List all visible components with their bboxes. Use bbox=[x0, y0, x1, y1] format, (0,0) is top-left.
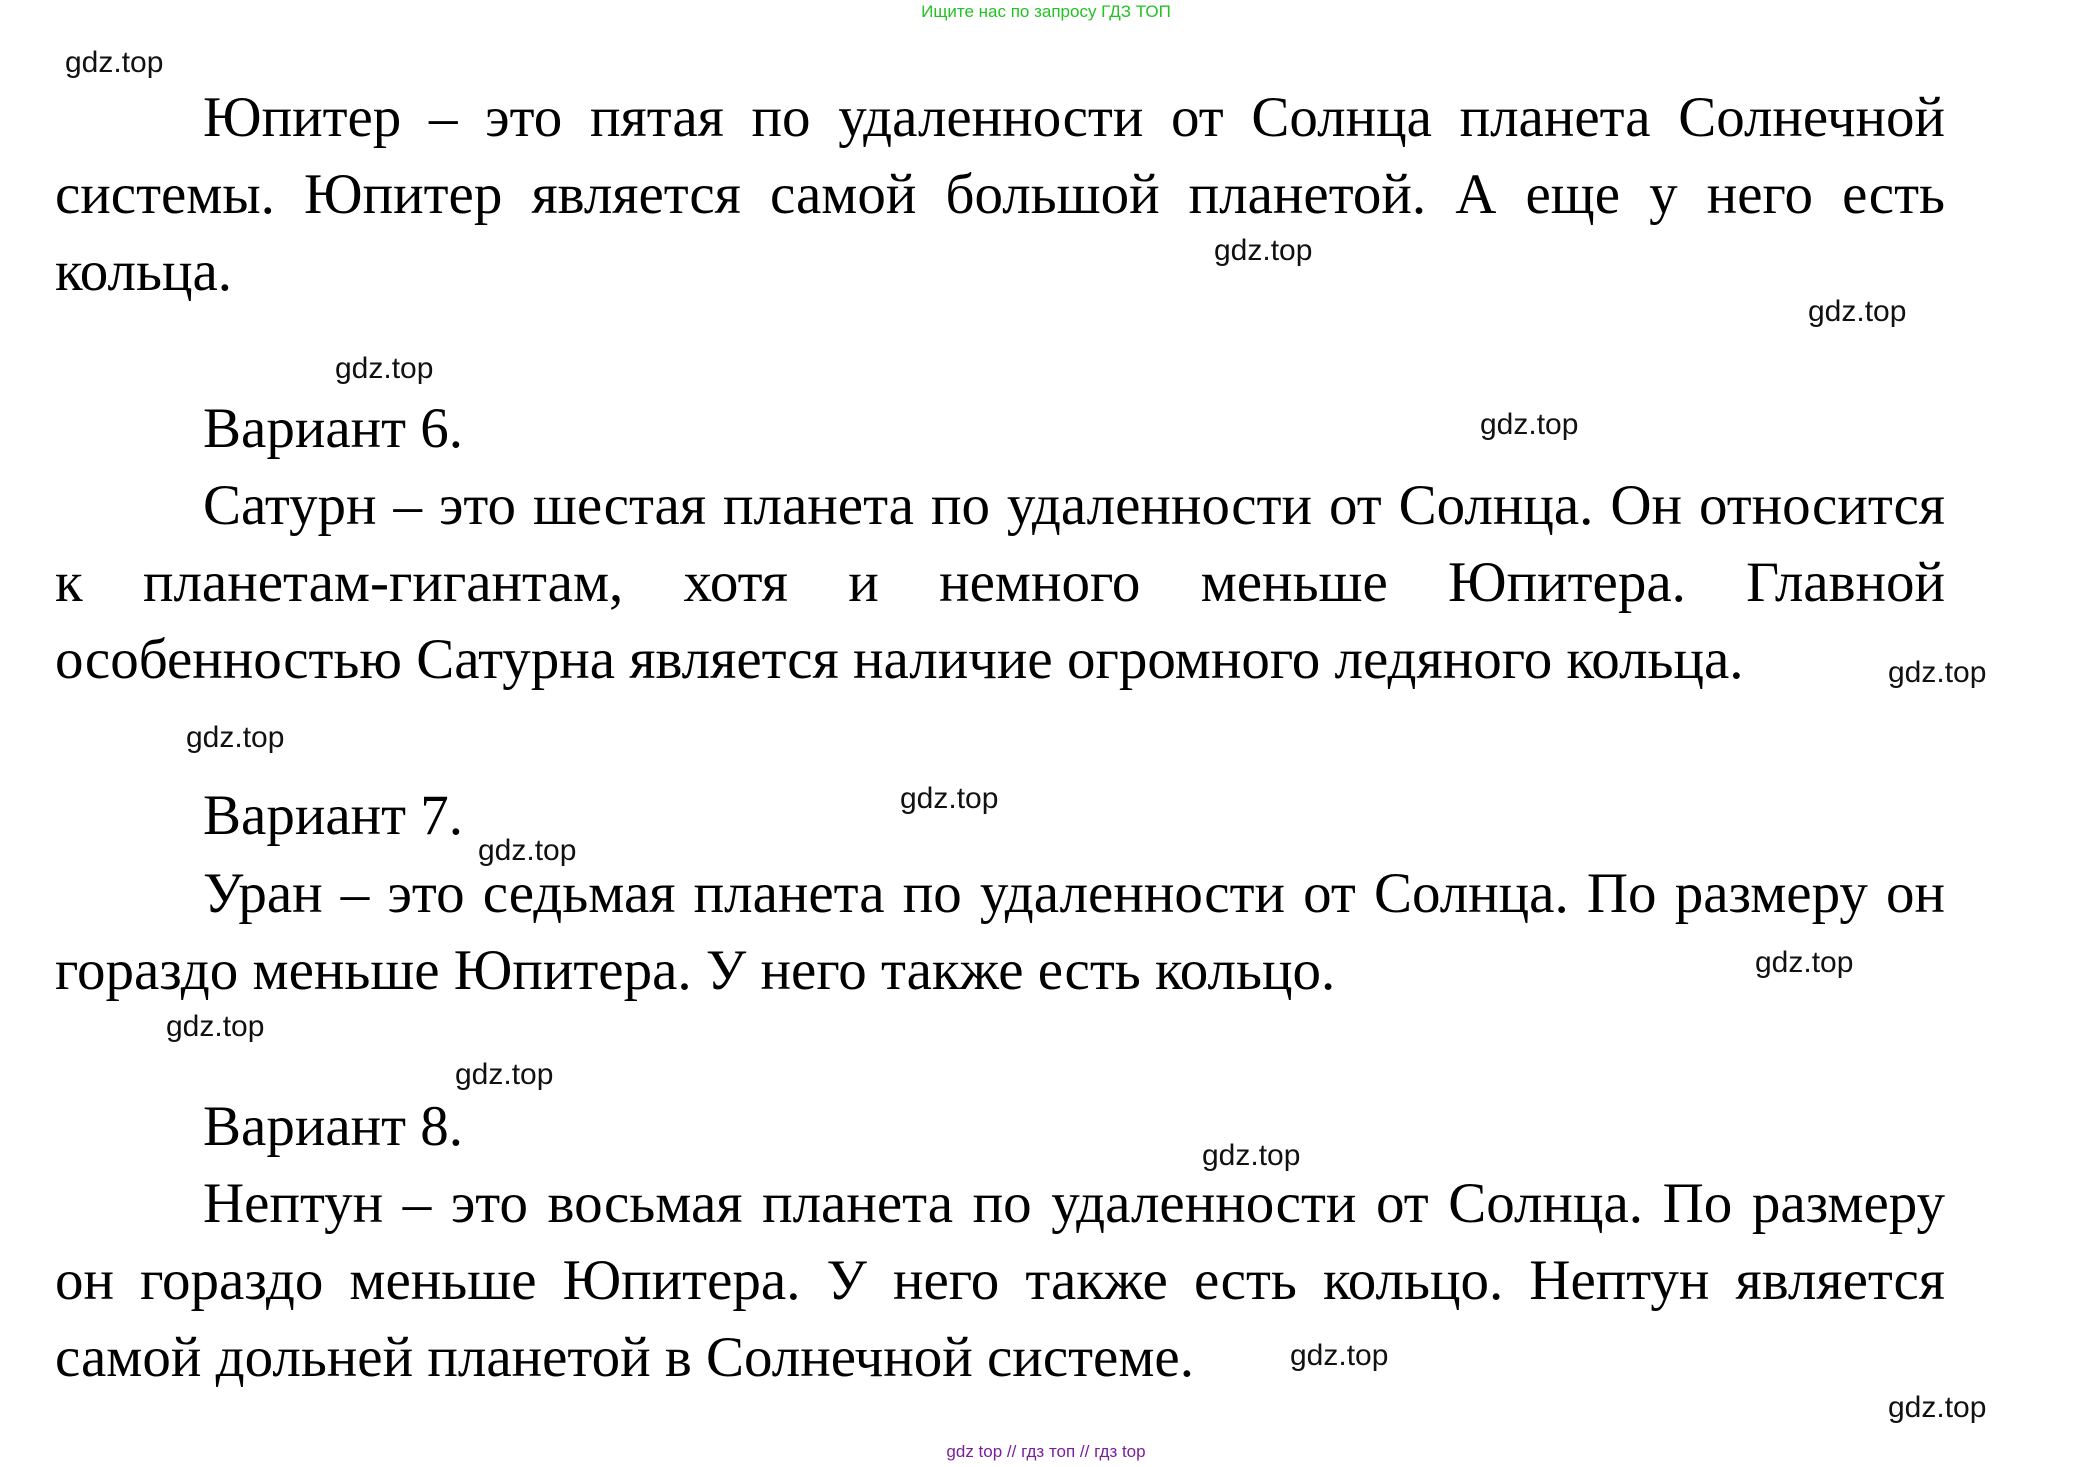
bottom-banner: gdz top // гдз топ // гдз top bbox=[946, 1442, 1146, 1461]
watermark: gdz.top bbox=[1888, 656, 1987, 689]
paragraph-jupiter: Юпитер – это пятая по удаленности от Солнца планета Солнечной системы. Юпитер является самой большой планетой. А еще у него есть кольца. bbox=[55, 86, 1945, 303]
watermark: gdz.top bbox=[1755, 946, 1854, 979]
watermark: gdz.top bbox=[1290, 1339, 1389, 1372]
watermark: gdz.top bbox=[455, 1058, 554, 1091]
paragraph-neptune: Нептун – это восьмая планета по удаленности от Солнца. По размеру он гораздо меньше Юпитера. У него также есть кольцо. Нептун является самой дольней планетой в Солнечной системе. bbox=[55, 1172, 1945, 1389]
paragraph-saturn: Сатурн – это шестая планета по удаленности от Солнца. Он относится к планетам-гигантам, хотя и немного меньше Юпитера. Главной особенностью Сатурна является наличие огромного ледяного кольца. bbox=[55, 474, 1945, 691]
watermark: gdz.top bbox=[65, 46, 164, 79]
heading-variant-6: Вариант 6. bbox=[203, 397, 464, 460]
watermark: gdz.top bbox=[1888, 1391, 1987, 1424]
watermark: gdz.top bbox=[478, 834, 577, 867]
watermark: gdz.top bbox=[900, 782, 999, 815]
watermark: gdz.top bbox=[1214, 234, 1313, 267]
top-banner: Ищите нас по запросу ГДЗ ТОП bbox=[921, 2, 1171, 21]
watermark: gdz.top bbox=[1202, 1139, 1301, 1172]
heading-variant-8: Вариант 8. bbox=[203, 1095, 464, 1158]
watermark: gdz.top bbox=[1808, 295, 1907, 328]
watermark: gdz.top bbox=[166, 1010, 265, 1043]
heading-variant-7: Вариант 7. bbox=[203, 784, 464, 847]
watermark: gdz.top bbox=[1480, 408, 1579, 441]
watermark: gdz.top bbox=[335, 352, 434, 385]
watermark: gdz.top bbox=[186, 721, 285, 754]
paragraph-uranus: Уран – это седьмая планета по удаленности от Солнца. По размеру он гораздо меньше Юпитера. У него также есть кольцо. bbox=[55, 862, 1945, 1002]
